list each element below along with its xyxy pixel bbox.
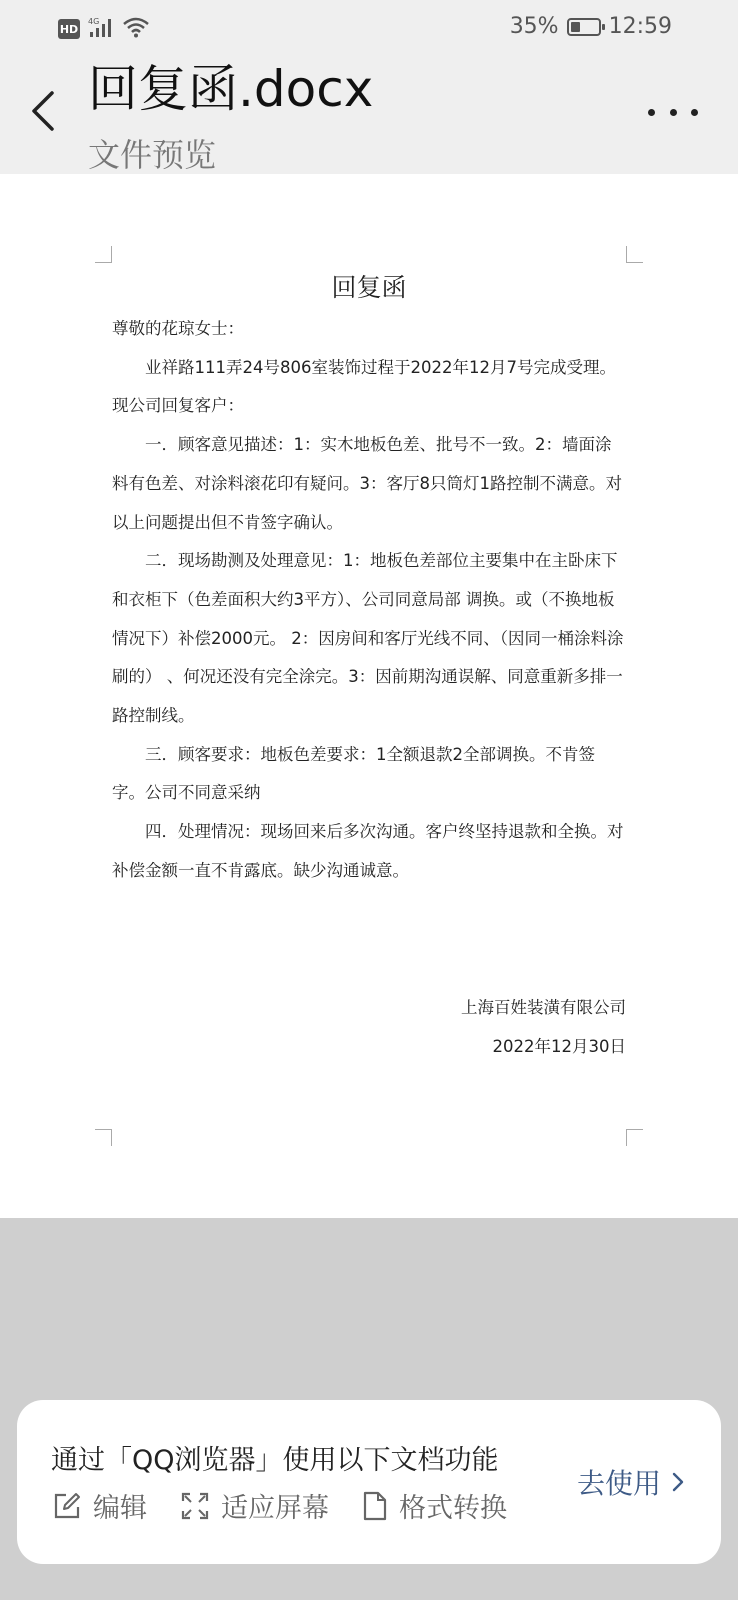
promo-features — [53, 1486, 541, 1525]
svg-text:4G: 4G — [88, 17, 100, 26]
battery-fill — [571, 22, 580, 32]
back-button[interactable] — [22, 86, 62, 136]
signature-block — [461, 988, 626, 1066]
qq-browser-promo-card — [17, 1400, 721, 1564]
feature-format-convert[interactable] — [363, 1486, 507, 1525]
feature-edit[interactable] — [53, 1486, 147, 1525]
wifi-icon — [122, 16, 150, 42]
document-paragraph: 尊敬的花琼女士： — [112, 319, 244, 338]
go-use-label: 去使用 — [576, 1467, 661, 1500]
feature-label: 适应屏幕 — [221, 1493, 329, 1524]
file-title: 回复函.docx — [88, 60, 374, 118]
more-options-button[interactable] — [648, 98, 698, 126]
document-paragraph: 四．处理情况：现场回来后多次沟通。客户终坚持退款和全换。对补偿金额一直不肯露底。缺少沟通诚意。 — [112, 822, 624, 880]
feature-label: 格式转换 — [399, 1493, 507, 1524]
clock: 12:59 — [608, 14, 672, 39]
app-header — [0, 56, 738, 174]
hd-icon: HD — [58, 19, 80, 39]
signature-date: 2022年12月30日 — [492, 1037, 626, 1056]
file-subtitle: 文件预览 — [88, 136, 217, 174]
page-corner-mark — [626, 1129, 643, 1146]
promo-heading: 通过「QQ浏览器」使用以下文档功能 — [51, 1445, 499, 1476]
page-corner-mark — [95, 246, 112, 263]
more-dot-icon — [648, 109, 655, 116]
document-paragraph: 业祥路111弄24号806室装饰过程于2022年12月7号完成受理。 — [145, 357, 616, 377]
document-paragraph: 现公司回复客户： — [112, 396, 244, 416]
status-right — [510, 14, 672, 39]
battery-icon — [567, 18, 601, 36]
back-arrow-icon — [28, 89, 56, 133]
document-icon — [363, 1491, 387, 1521]
go-use-button[interactable] — [577, 1462, 685, 1502]
document-title: 回复函 — [331, 273, 407, 302]
status-bar — [0, 0, 738, 56]
chevron-right-icon — [671, 1470, 685, 1494]
page-corner-mark — [626, 246, 643, 263]
more-dot-icon — [670, 109, 677, 116]
top-bar — [0, 0, 738, 174]
page-corner-mark — [95, 1129, 112, 1146]
document-paragraph: 三．顾客要求：地板色差要求：1全额退款2全部调换。不肯签字。公司不同意采纳 — [112, 744, 595, 803]
document-page[interactable] — [0, 174, 738, 1218]
signature-company: 上海百姓装潢有限公司 — [461, 998, 626, 1017]
document-body — [112, 268, 626, 891]
document-paragraph: 二．现场勘测及处理意见：1：地板色差部位主要集中在主卧床下和衣柜下（色差面积大约3平方）、公司同意局部 调换。或（不换地板情况下）补偿2000元。 2：因房间和客厅光线不同、（因同一桶涂料涂刷的） 、何况还没有完全涂完。3：因前期沟通误解、同意重新多排一路控制线。 — [112, 551, 624, 726]
status-left — [58, 16, 150, 42]
battery-percent: 35% — [509, 14, 559, 39]
document-paragraph: 一．顾客意见描述：1：实木地板色差、批号不一致。2：墙面涂料有色差、对涂料滚花印有疑问。3：客厅8只筒灯1路控制不满意。对以上问题提出但不肯签字确认。 — [112, 435, 622, 532]
feature-fit-screen[interactable] — [181, 1486, 329, 1525]
signal-icon — [88, 16, 114, 42]
more-dot-icon — [691, 109, 698, 116]
document-paragraphs — [112, 310, 626, 891]
edit-icon — [53, 1492, 81, 1520]
fit-screen-icon — [181, 1492, 209, 1520]
feature-label: 编辑 — [93, 1493, 147, 1524]
